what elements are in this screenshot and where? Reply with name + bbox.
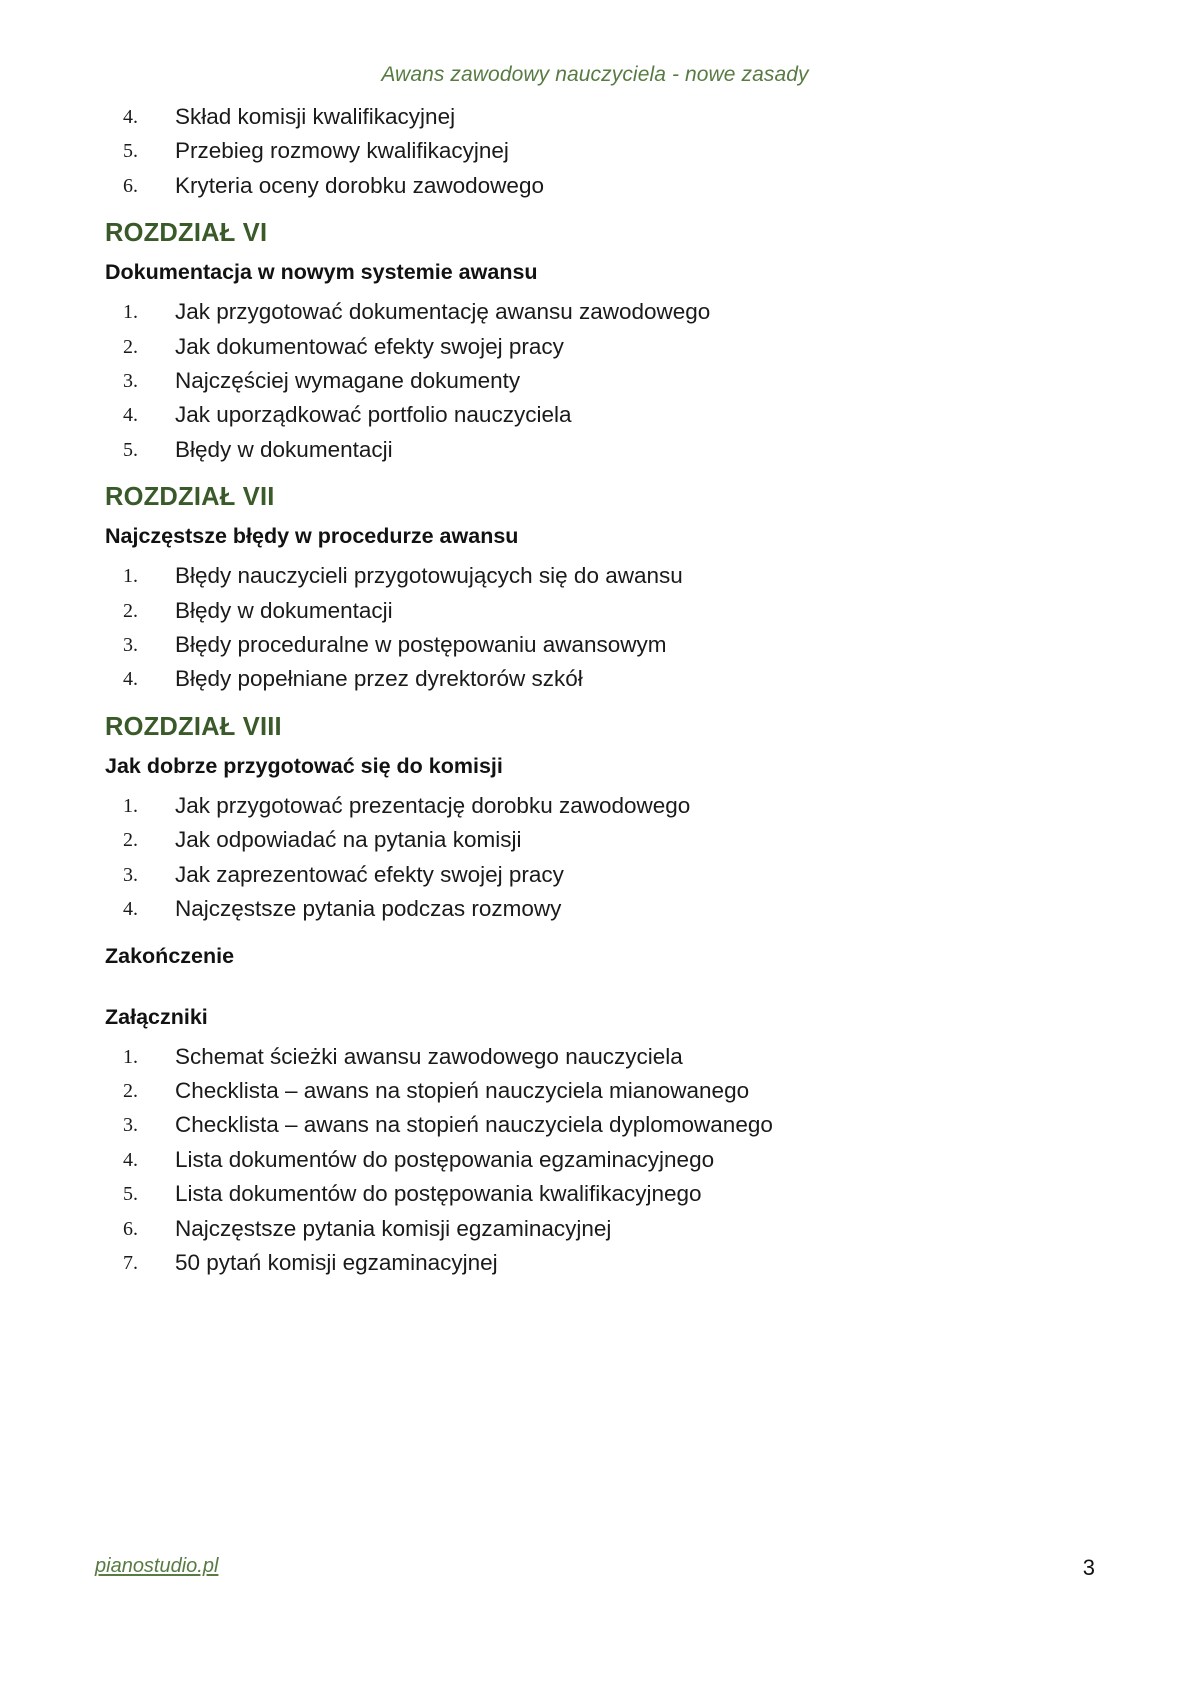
- list-item: [105, 398, 1085, 432]
- list-item-label: Skład komisji kwalifikacyjnej: [175, 104, 456, 129]
- list-item: [105, 1108, 1085, 1142]
- list-item-number: 1.: [123, 794, 138, 817]
- footer-website-link[interactable]: pianostudio.pl: [95, 1555, 219, 1577]
- list-item-label: Najczęściej wymagane dokumenty: [175, 368, 521, 394]
- list-item-label: Błędy w dokumentacji: [175, 436, 393, 462]
- chapter-list: [105, 295, 1085, 467]
- attachments-list: [105, 1040, 1085, 1281]
- list-item-number: 3.: [123, 634, 138, 657]
- list-item-number: 1.: [123, 1045, 138, 1068]
- document-footer: [95, 1555, 1095, 1585]
- list-item-number: 1.: [123, 565, 138, 588]
- list-item: [105, 100, 1085, 134]
- page-number: 3: [1082, 1555, 1095, 1580]
- list-item-label: Błędy nauczycieli przygotowujących się do awansu: [175, 563, 683, 589]
- list-item: [105, 858, 1085, 892]
- list-item-label: Lista dokumentów do postępowania kwalifikacyjnego: [175, 1181, 702, 1207]
- chapter-heading: ROZDZIAŁ VI: [105, 219, 268, 248]
- list-item-label: Jak zaprezentować efekty swojej pracy: [175, 861, 564, 887]
- list-item-label: Błędy popełniane przez dyrektorów szkół: [175, 666, 583, 692]
- list-item-label: Przebieg rozmowy kwalifikacyjnej: [175, 138, 509, 164]
- chapter-subheading: Najczęstsze błędy w procedurze awansu: [105, 524, 519, 549]
- chapter-heading: ROZDZIAŁ VII: [105, 483, 275, 512]
- list-item-number: 2.: [123, 599, 138, 622]
- list-item-number: 2.: [123, 335, 138, 358]
- list-item: [105, 134, 1085, 168]
- list-item-number: 6.: [123, 174, 138, 197]
- list-item-label: Najczęstsze pytania podczas rozmowy: [175, 896, 562, 922]
- list-item: [105, 789, 1085, 823]
- list-item-number: 5.: [123, 1183, 138, 1206]
- list-item-number: 4.: [123, 1148, 138, 1171]
- list-item-number: 5.: [123, 438, 138, 461]
- chapter-section-vii: [105, 481, 1085, 697]
- list-item-number: 4.: [123, 106, 138, 128]
- list-item-label: Checklista – awans na stopień nauczyciela dyplomowanego: [175, 1112, 773, 1138]
- list-item-number: 3.: [123, 370, 138, 393]
- list-item-label: Checklista – awans na stopień nauczyciela mianowanego: [175, 1077, 750, 1103]
- list-item: [105, 169, 1085, 203]
- list-item-label: Błędy w dokumentacji: [175, 597, 393, 623]
- chapter-section-vi: [105, 217, 1085, 467]
- attachments-section: [105, 1002, 1085, 1281]
- chapter-list: [105, 559, 1085, 697]
- list-item-number: 5.: [123, 140, 138, 163]
- list-item-number: 6.: [123, 1217, 138, 1240]
- list-item: [105, 1143, 1085, 1177]
- list-item-label: Jak dokumentować efekty swojej pracy: [175, 333, 564, 359]
- list-item-label: 50 pytań komisji egzaminacyjnej: [175, 1249, 498, 1275]
- list-item: [105, 1074, 1085, 1108]
- list-item-number: 4.: [123, 404, 138, 427]
- list-item-label: Kryteria oceny dorobku zawodowego: [175, 172, 544, 198]
- list-item: [105, 330, 1085, 364]
- list-item: [105, 433, 1085, 467]
- list-item-label: Błędy proceduralne w postępowaniu awansowym: [175, 632, 667, 658]
- list-item-label: Najczęstsze pytania komisji egzaminacyjnej: [175, 1215, 612, 1241]
- running-header: Awans zawodowy nauczyciela - nowe zasady: [381, 63, 809, 86]
- list-item-number: 3.: [123, 1114, 138, 1137]
- chapter-heading: ROZDZIAŁ VIII: [105, 712, 282, 741]
- list-item: [105, 295, 1085, 329]
- list-item-number: 7.: [123, 1251, 138, 1274]
- list-item-number: 1.: [123, 301, 138, 324]
- list-item-label: Jak przygotować prezentację dorobku zawodowego: [175, 792, 691, 818]
- list-item: [105, 662, 1085, 696]
- list-item: [105, 628, 1085, 662]
- list-item-label: Jak uporządkować portfolio nauczyciela: [175, 402, 572, 428]
- list-item: [105, 892, 1085, 926]
- list-item-number: 2.: [123, 829, 138, 852]
- list-item-label: Lista dokumentów do postępowania egzaminacyjnego: [175, 1146, 715, 1172]
- list-item-number: 3.: [123, 863, 138, 886]
- list-item: [105, 1246, 1085, 1280]
- list-item-number: 4.: [123, 668, 138, 691]
- chapter-list: [105, 789, 1085, 927]
- closing-heading: Zakończenie: [105, 943, 235, 968]
- list-item-label: Schemat ścieżki awansu zawodowego nauczyciela: [175, 1043, 683, 1069]
- list-item-label: Jak odpowiadać na pytania komisji: [175, 827, 522, 853]
- list-item: [105, 1040, 1085, 1074]
- list-item: [105, 559, 1085, 593]
- list-item-number: 4.: [123, 898, 138, 921]
- chapter-section-viii: [105, 711, 1085, 927]
- chapter-subheading: Jak dobrze przygotować się do komisji: [105, 753, 503, 778]
- list-item: [105, 1177, 1085, 1211]
- document-content: [105, 100, 1085, 1280]
- list-item: [105, 823, 1085, 857]
- continued-list: [105, 100, 1085, 203]
- list-item-number: 2.: [123, 1079, 138, 1102]
- attachments-heading: Załączniki: [105, 1004, 208, 1029]
- list-item: [105, 594, 1085, 628]
- list-item-label: Jak przygotować dokumentację awansu zawodowego: [175, 299, 711, 325]
- list-item: [105, 1212, 1085, 1246]
- chapter-subheading: Dokumentacja w nowym systemie awansu: [105, 260, 538, 285]
- section-spacer: [105, 972, 1085, 1002]
- list-item: [105, 364, 1085, 398]
